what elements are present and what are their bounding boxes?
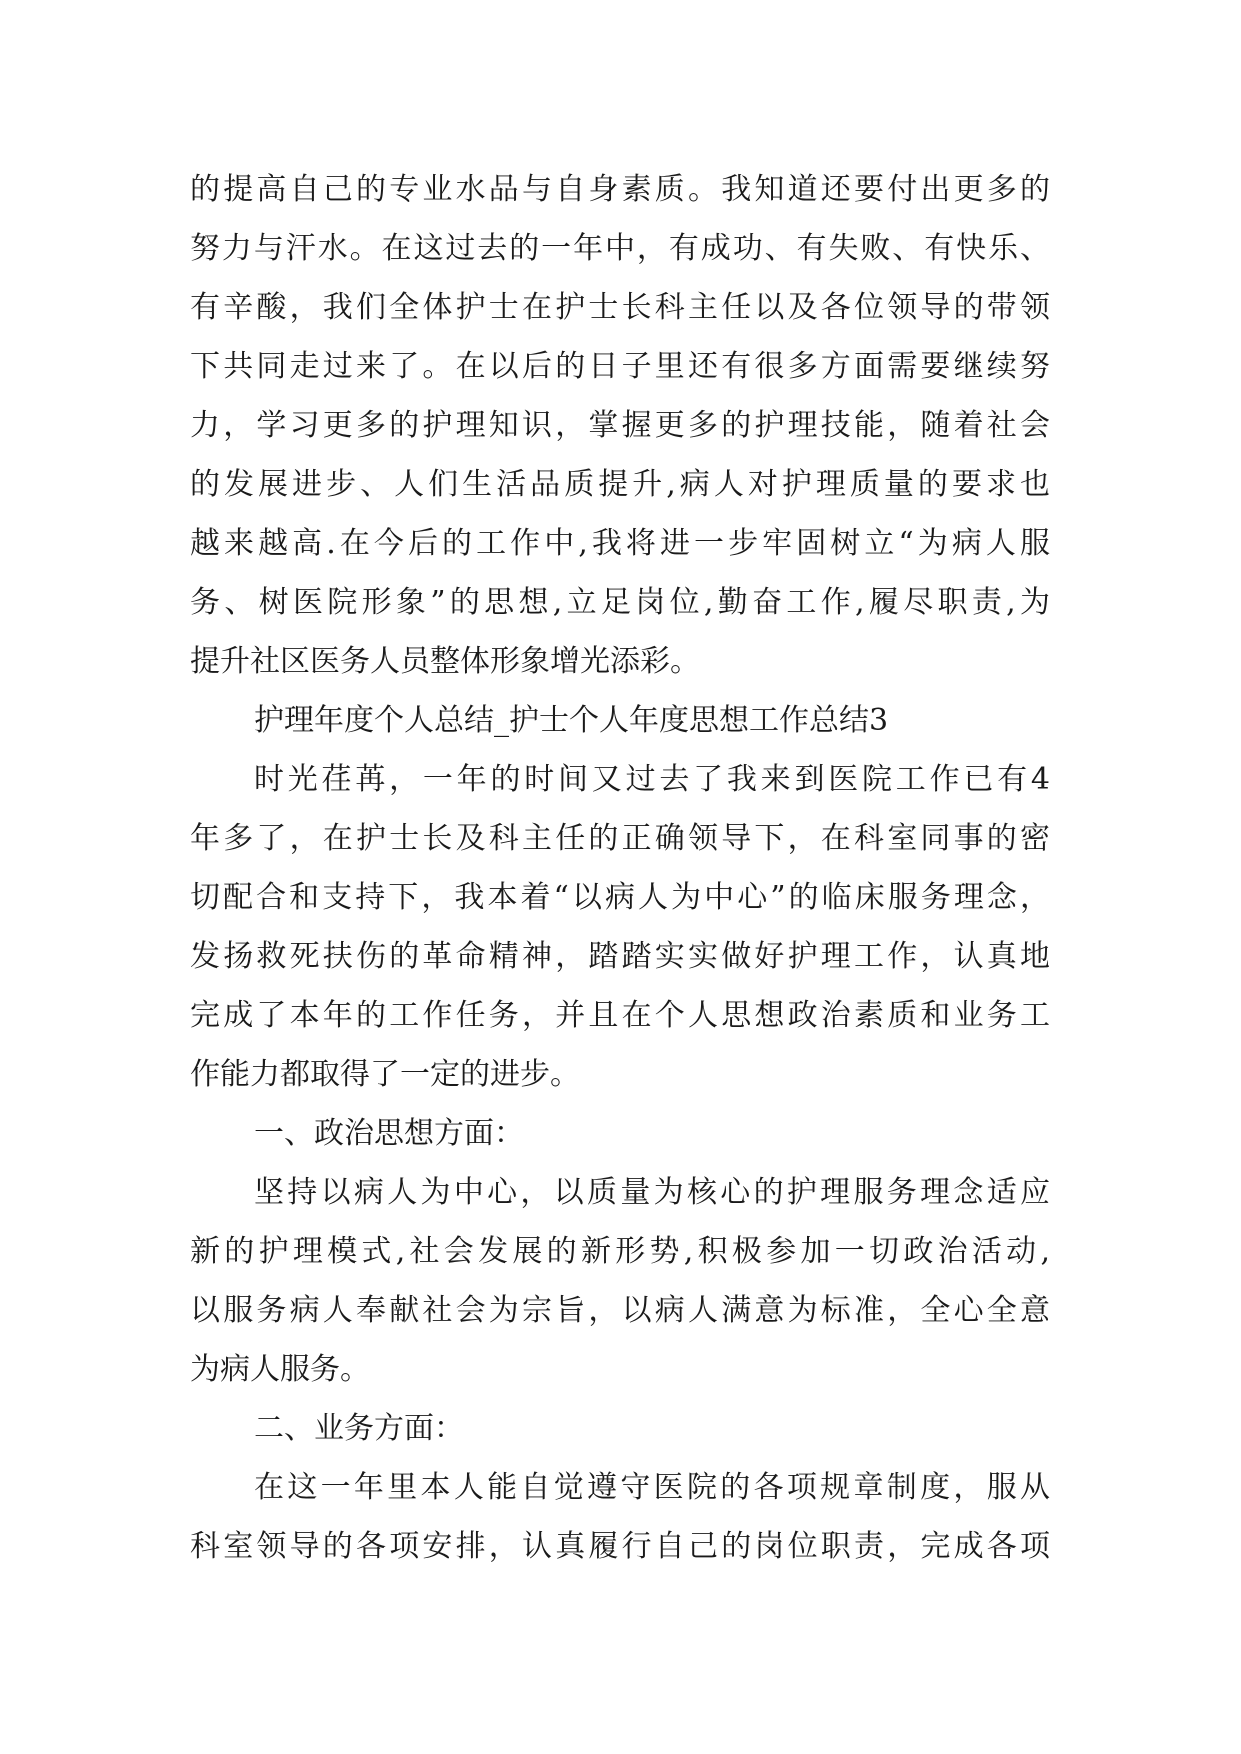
text-line: 的发展进步、人们生活品质提升,病人对护理质量的要求也 <box>190 467 1050 502</box>
text-line: 为病人服务。 <box>190 1352 370 1387</box>
text-line: 完成了本年的工作任务，并且在个人思想政治素质和业务工 <box>190 998 1050 1033</box>
text-line: 切配合和支持下，我本着“以病人为中心”的临床服务理念， <box>190 880 1050 915</box>
text-line: 发扬救死扶伤的革命精神，踏踏实实做好护理工作，认真地 <box>190 939 1050 974</box>
text-line: 提升社区医务人员整体形象增光添彩。 <box>190 644 700 679</box>
section-heading: 护理年度个人总结_护士个人年度思想工作总结3 <box>254 703 889 738</box>
text-line: 力，学习更多的护理知识，掌握更多的护理技能，随着社会 <box>190 408 1050 443</box>
text-line: 以服务病人奉献社会为宗旨，以病人满意为标准，全心全意 <box>190 1293 1050 1328</box>
text-line: 坚持以病人为中心，以质量为核心的护理服务理念适应 <box>254 1175 1050 1210</box>
text-line: 越来越高.在今后的工作中,我将进一步牢固树立“为病人服 <box>190 526 1050 561</box>
text-line: 务、树医院形象”的思想,立足岗位,勤奋工作,履尽职责,为 <box>190 585 1050 620</box>
text-line: 努力与汗水。在这过去的一年中，有成功、有失败、有快乐、 <box>190 231 1050 266</box>
text-line: 作能力都取得了一定的进步。 <box>190 1057 580 1092</box>
text-line: 时光荏苒，一年的时间又过去了我来到医院工作已有4 <box>254 762 1050 797</box>
text-line: 在这一年里本人能自觉遵守医院的各项规章制度，服从 <box>254 1470 1050 1505</box>
text-line: 年多了，在护士长及科主任的正确领导下，在科室同事的密 <box>190 821 1050 856</box>
text-line: 下共同走过来了。在以后的日子里还有很多方面需要继续努 <box>190 349 1050 384</box>
subsection-heading: 一、政治思想方面： <box>254 1116 524 1151</box>
text-line: 新的护理模式,社会发展的新形势,积极参加一切政治活动, <box>190 1234 1050 1269</box>
text-line: 的提高自己的专业水品与自身素质。我知道还要付出更多的 <box>190 172 1050 207</box>
subsection-heading: 二、业务方面： <box>254 1411 464 1446</box>
text-line: 科室领导的各项安排，认真履行自己的岗位职责，完成各项 <box>190 1529 1050 1564</box>
body-text <box>190 160 1050 1576</box>
text-line: 有辛酸，我们全体护士在护士长科主任以及各位领导的带领 <box>190 290 1050 325</box>
